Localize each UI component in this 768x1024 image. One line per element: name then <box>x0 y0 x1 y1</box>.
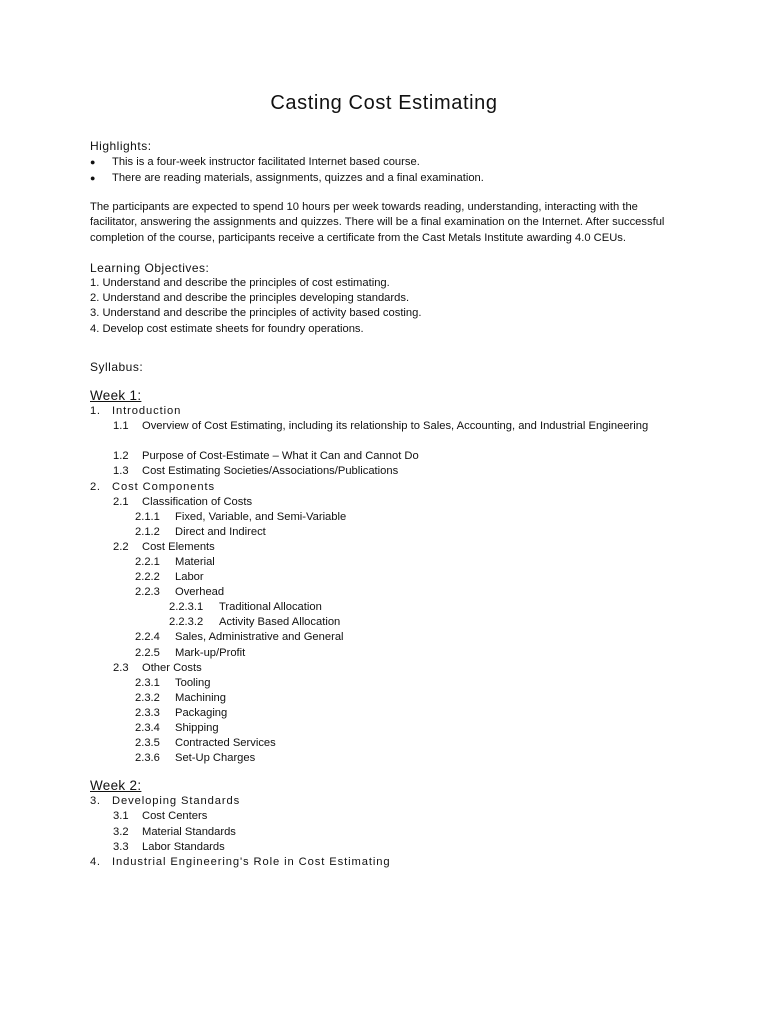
outline-item: 2.2.2 Labor <box>135 571 204 584</box>
outline-item: 2.1.1 Fixed, Variable, and Semi-Variable <box>135 510 347 523</box>
highlight-item: ● This is a four-week instructor facilitated Internet based course. <box>90 156 420 168</box>
outline-item: 1.2 Purpose of Cost-Estimate – What it Can and Cannot Do <box>113 450 419 463</box>
highlights-list <box>90 154 690 186</box>
outline-item: 2.3.1 Tooling <box>135 676 211 689</box>
bullet-icon: ● <box>90 157 96 167</box>
highlight-item: ● There are reading materials, assignments, quizzes and a final examination. <box>90 172 484 184</box>
outline-item: 1.3 Cost Estimating Societies/Associations/Publications <box>113 465 399 478</box>
document-body <box>90 138 690 870</box>
outline-item: 2.2.3.2 Activity Based Allocation <box>169 616 341 629</box>
outline-item: 2.1.2 Direct and Indirect <box>135 525 266 538</box>
outline-item: 2.3.2 Machining <box>135 691 226 704</box>
objectives-heading: Learning Objectives: <box>90 260 210 275</box>
outline-item: 2.2.4 Sales, Administrative and General <box>135 631 344 644</box>
outline-item: 2.2.1 Material <box>135 556 215 569</box>
outline-item: 2.3.4 Shipping <box>135 722 219 735</box>
outline-item: 1.1 Overview of Cost Estimating, including its relationship to Sales, Accounting, and Industrial Engineering <box>113 420 649 433</box>
outline-item: 2.2.5 Mark-up/Profit <box>135 646 246 659</box>
bullet-icon: ● <box>90 173 96 183</box>
objective-item: 2. Understand and describe the principles developing standards. <box>90 292 410 305</box>
outline-item: 2.3.3 Packaging <box>135 706 228 719</box>
week-1-heading: Week 1: <box>90 388 142 404</box>
outline-item: 2.2.3 Overhead <box>135 586 225 599</box>
outline-item: 1. Introduction <box>90 405 182 418</box>
highlights-heading: Highlights: <box>90 139 152 153</box>
week-2-heading: Week 2: <box>90 778 142 794</box>
outline-item: 2.3 Other Costs <box>113 661 202 674</box>
outline-item: 2.3.6 Set-Up Charges <box>135 752 256 765</box>
outline-item: 3.3 Labor Standards <box>113 840 225 853</box>
outline-item: 2.2.3.1 Traditional Allocation <box>169 601 322 614</box>
outline-item: 3.1 Cost Centers <box>113 810 208 823</box>
outline-item: 3.2 Material Standards <box>113 825 236 838</box>
course-description: The participants are expected to spend 10 hours per week towards reading, understanding, interacting with the facilitator, answering the assignments and quizzes. There will be a final examination on the Internet. After successful completion of the course, participants receive a certificate from the Cast Metals Institute awarding 4.0 CEUs. <box>90 201 665 244</box>
document-title: Casting Cost Estimating <box>270 92 498 114</box>
outline-item: 2.3.5 Contracted Services <box>135 737 276 750</box>
outline-item: 2.2 Cost Elements <box>113 540 215 553</box>
objective-item: 3. Understand and describe the principles of activity based costing. <box>90 307 422 320</box>
objective-item: 4. Develop cost estimate sheets for foundry operations. <box>90 322 364 335</box>
syllabus-heading: Syllabus: <box>90 360 144 375</box>
objective-item: 1. Understand and describe the principles of cost estimating. <box>90 276 390 289</box>
outline-item: 3. Developing Standards <box>90 795 241 808</box>
outline-item: 2.1 Classification of Costs <box>113 495 253 508</box>
outline-item: 4. Industrial Engineering's Role in Cost Estimating <box>90 855 391 868</box>
outline-item: 2. Cost Components <box>90 480 216 493</box>
